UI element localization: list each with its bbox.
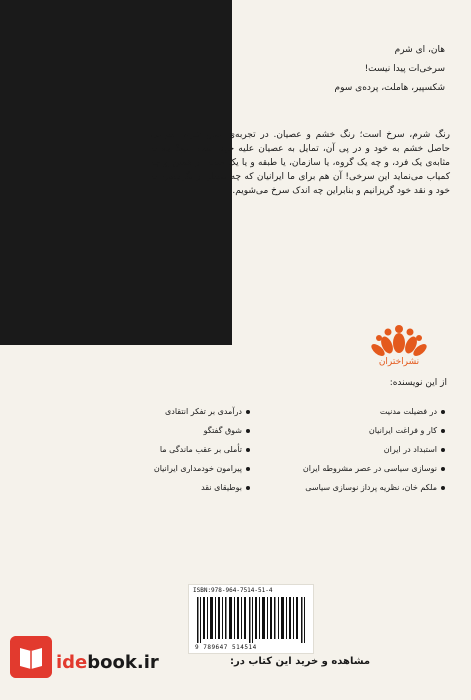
bullet-icon <box>246 448 250 452</box>
book-icon <box>10 636 52 678</box>
works-item: پیرامون خودمداری ایرانیان <box>90 459 250 478</box>
bullet-icon <box>441 486 445 490</box>
barcode-bars-icon <box>197 597 307 643</box>
works-heading: از این نویسنده: <box>389 378 447 388</box>
bullet-icon <box>441 448 445 452</box>
site-caption: مشاهده و خرید این کتاب در: <box>230 656 371 667</box>
bullet-icon <box>441 429 445 433</box>
bullet-icon <box>246 429 250 433</box>
works-list-left <box>90 402 250 497</box>
epigraph <box>265 41 445 98</box>
isbn-text: ISBN:978-964-7514-51-4 <box>193 587 273 594</box>
site-logo-prefix: ide <box>56 652 88 673</box>
site-logo-main: book.ir <box>87 652 159 673</box>
barcode-number: 9 789647 514514 <box>195 644 257 651</box>
bullet-icon <box>441 467 445 471</box>
works-item: شوق گفتگو <box>90 421 250 440</box>
epigraph-attribution: شکسپیر، هاملت، پرده‌ی سوم <box>334 83 445 93</box>
publisher-name: نشراختران <box>378 357 420 367</box>
works-item: در فضیلت مدنیت <box>225 402 445 421</box>
bullet-icon <box>246 410 250 414</box>
barcode <box>188 584 314 654</box>
epigraph-line-1: هان، ای شرم <box>394 45 445 55</box>
epigraph-line-2: سرخی‌ات پیدا نیست! <box>364 64 445 74</box>
bullet-icon <box>441 410 445 414</box>
bullet-icon <box>246 486 250 490</box>
works-item: بوطیقای نقد <box>90 478 250 497</box>
works-item: تأملی بر عقب ماندگی ما <box>90 440 250 459</box>
works-item: نوسازی سیاسی در عصر مشروطه ایران <box>225 459 445 478</box>
works-item: استبداد در ایران <box>225 440 445 459</box>
site-logo[interactable] <box>56 652 159 673</box>
works-list-right <box>225 402 445 497</box>
works-item: درآمدی بر تفکر انتقادی <box>90 402 250 421</box>
works-item: ملکم خان، نظریه پرداز نوسازی سیاسی <box>225 478 445 497</box>
bullet-icon <box>246 467 250 471</box>
blurb-paragraph: رنگ شرم، سرخ است؛ رنگ خشم و عصیان. در تجربه‌ی حس شرم، سرخی حاصل خشم به خود و در پی آن، تمایل به عصیان علیه خود است؛ خودْ چه به مثابه‌ی یک فرد، و چه یک گروه، یا سازمان، یا طبقه و یا یک ملت. از همین‌رو چه کمیاب می‌نماید این سرخی! آن هم برای ما ایرانیان که چه بسیار از نگریستن به خود و نقد خود گریزانیم و بنابراین چه اندک سرخ می‌شویم. <box>150 130 450 196</box>
works-item: کار و فراغت ایرانیان <box>225 421 445 440</box>
